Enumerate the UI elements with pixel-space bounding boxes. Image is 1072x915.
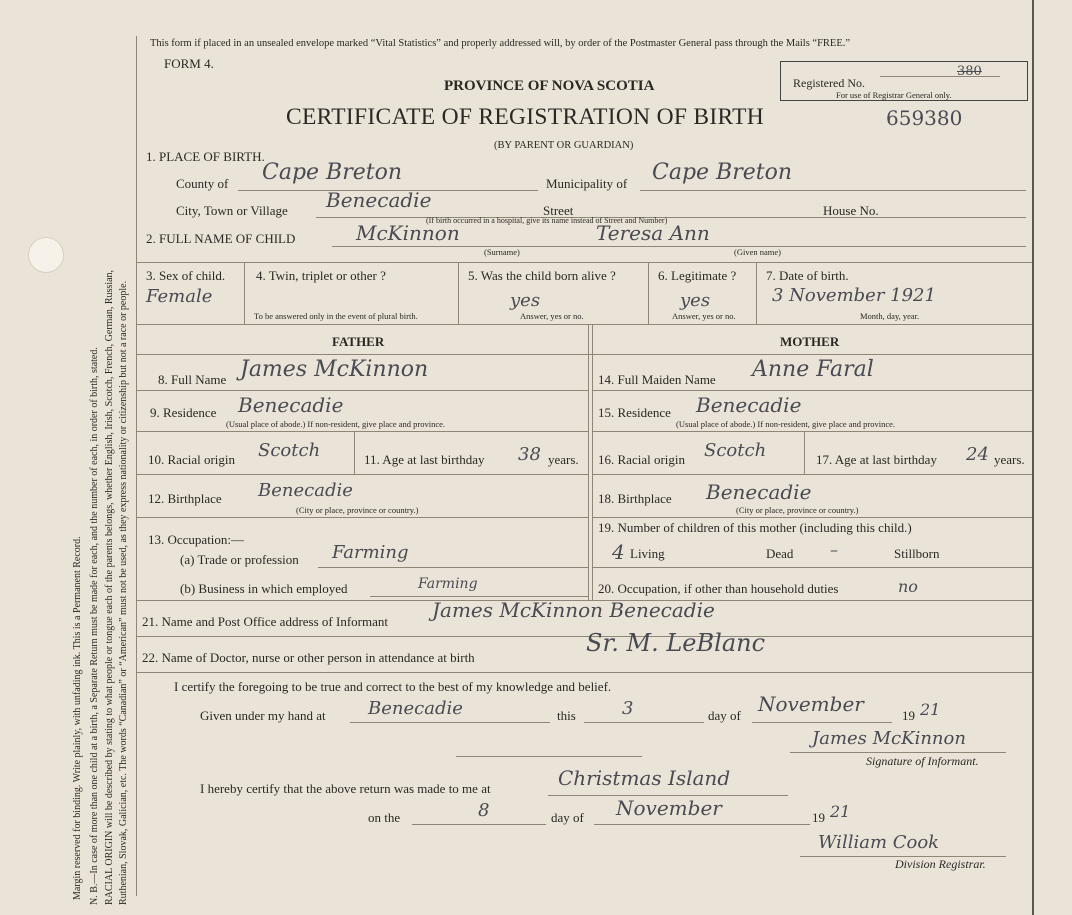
father-racial-divider: [354, 432, 355, 474]
col-divider-2: [458, 262, 459, 324]
given-under-label: Given under my hand at: [200, 708, 326, 723]
stillborn-label: Stillborn: [894, 546, 940, 561]
dob-value: 3 November 1921: [772, 285, 936, 306]
margin-note-binding: Margin reserved for binding. Write plainly, with unfading ink. This is a Permanent Record.: [72, 536, 83, 900]
province-heading: PROVINCE OF NOVA SCOTIA: [444, 78, 655, 94]
subtitle: (BY PARENT OR GUARDIAN): [494, 140, 634, 151]
col-divider-4: [756, 262, 757, 324]
father-trade-value: Farming: [332, 542, 409, 563]
father-racial-value: Scotch: [258, 440, 321, 461]
mother-occupation-label: 20. Occupation, if other than household duties: [598, 581, 839, 596]
dead-count: –: [830, 540, 838, 559]
father-occupation-label: 13. Occupation:—: [148, 532, 245, 547]
father-age-label: 11. Age at last birthday: [364, 452, 485, 467]
col-divider-3: [648, 262, 649, 324]
child-given-name: Teresa Ann: [596, 221, 710, 245]
alive-caption: Answer, yes or no.: [520, 311, 584, 321]
registered-note: For use of Registrar General only.: [836, 90, 952, 100]
father-business-value: Farming: [418, 576, 478, 592]
form-label: FORM 4.: [164, 56, 214, 71]
given-place: Benecadie: [368, 698, 463, 719]
father-birthplace-value: Benecadie: [258, 480, 353, 501]
this-label: this: [557, 708, 576, 723]
row-bottom-line: [136, 324, 1032, 325]
municipality-label: Municipality of: [546, 176, 628, 191]
given-day-line: [584, 722, 704, 723]
mother-birthplace-caption: (City or place, province or country.): [736, 505, 859, 515]
registrar-signature: William Cook: [818, 832, 940, 853]
mother-birthplace-label: 18. Birthplace: [598, 491, 672, 506]
informant-signature-caption: Signature of Informant.: [866, 754, 979, 768]
registrar-on-the-label: on the: [368, 810, 401, 825]
father-residence-caption: (Usual place of abode.) If non-resident, give place and province.: [226, 419, 446, 429]
father-business-label: (b) Business in which employed: [180, 581, 348, 596]
given-name-caption: (Given name): [734, 247, 781, 257]
parents-divider-b: [592, 324, 593, 600]
city-line: [316, 217, 1026, 218]
registered-number: 380: [957, 64, 982, 79]
mother-racial-line: [592, 474, 1032, 475]
mother-age-label: 17. Age at last birthday: [816, 452, 937, 467]
legitimate-value: yes: [680, 290, 711, 311]
registrar-signature-caption: Division Registrar.: [895, 857, 986, 871]
informant-signature: James McKinnon: [812, 728, 966, 749]
mother-name-value: Anne Faral: [752, 357, 874, 382]
sex-label: 3. Sex of child.: [146, 268, 226, 283]
father-trade-line: [318, 567, 588, 568]
father-birthplace-caption: (City or place, province or country.): [296, 505, 419, 515]
sex-value: Female: [146, 286, 213, 307]
mother-residence-line: [592, 431, 1032, 432]
twin-note: To be answered only in the event of plural birth.: [254, 311, 418, 321]
father-racial-line: [136, 474, 588, 475]
mother-children-label: 19. Number of children of this mother (including this child.): [598, 520, 912, 535]
mother-name-line: [592, 390, 1032, 391]
given-year-suffix: 21: [920, 700, 941, 719]
dead-label: Dead: [766, 546, 794, 561]
surname-caption: (Surname): [484, 247, 520, 257]
father-heading: FATHER: [332, 334, 385, 349]
punch-hole: [28, 237, 64, 273]
given-day-of-label: day of: [708, 708, 741, 723]
registrar-day: 8: [478, 800, 490, 821]
county-label: County of: [176, 176, 229, 191]
mother-years-label: years.: [994, 452, 1025, 467]
alive-value: yes: [510, 290, 541, 311]
certification-statement: I certify the foregoing to be true and correct to the best of my knowledge and belief.: [174, 679, 612, 694]
father-birthplace-line: [136, 517, 588, 518]
father-residence-value: Benecadie: [238, 393, 344, 417]
given-month: November: [758, 692, 864, 716]
living-label: Living: [630, 546, 665, 561]
father-age-value: 38: [518, 444, 541, 465]
city-label: City, Town or Village: [176, 203, 288, 218]
father-name-value: James McKinnon: [240, 357, 429, 382]
registrar-year-suffix: 21: [830, 802, 851, 821]
registered-line: [880, 76, 1000, 77]
alive-label: 5. Was the child born alive ?: [468, 268, 616, 283]
dob-label: 7. Date of birth.: [766, 268, 849, 283]
mother-birthplace-line: [592, 517, 1032, 518]
child-name-label: 2. FULL NAME OF CHILD: [146, 231, 296, 246]
registrar-month: November: [616, 796, 722, 820]
father-racial-label: 10. Racial origin: [148, 452, 236, 467]
registered-box: [780, 61, 1028, 101]
left-border: [136, 36, 137, 896]
parents-heading-line: [136, 354, 1032, 355]
mother-birthplace-value: Benecadie: [706, 480, 812, 504]
municipality-value: Cape Breton: [652, 160, 793, 185]
informant-label: 21. Name and Post Office address of Informant: [142, 614, 388, 629]
father-residence-line: [136, 431, 588, 432]
paper-edge: [1032, 0, 1034, 915]
father-birthplace-label: 12. Birthplace: [148, 491, 222, 506]
mailing-note: This form if placed in an unsealed envelope marked “Vital Statistics” and properly addressed will, by order of the Postmaster General pass through the Mails “FREE.”: [150, 38, 851, 49]
doctor-value: Sr. M. LeBlanc: [586, 629, 766, 657]
mother-racial-label: 16. Racial origin: [598, 452, 686, 467]
mother-heading: MOTHER: [780, 334, 840, 349]
legitimate-label: 6. Legitimate ?: [658, 268, 737, 283]
hospital-note: (If birth occurred in a hospital, give its name instead of Street and Number): [426, 216, 668, 225]
mother-racial-divider: [804, 432, 805, 474]
father-residence-label: 9. Residence: [150, 405, 217, 420]
mother-residence-value: Benecadie: [696, 393, 802, 417]
registrar-place: Christmas Island: [558, 766, 731, 790]
doctor-label: 22. Name of Doctor, nurse or other person in attendance at birth: [142, 650, 475, 665]
legitimate-caption: Answer, yes or no.: [672, 311, 736, 321]
given-year-prefix: 19: [902, 708, 915, 723]
father-name-label: 8. Full Name: [158, 372, 227, 387]
margin-note-nationality: Ruthenian, Slovak, Galician, etc. The words “Canadian” or “American” must not be used, as they express nationality or citizenship but not a race or people.: [118, 280, 129, 905]
registrar-year-prefix: 19: [812, 810, 825, 825]
parents-divider-a: [588, 324, 589, 600]
certificate-number: 659380: [886, 106, 963, 130]
col-divider-1: [244, 262, 245, 324]
registrar-day-line: [412, 824, 546, 825]
child-name-line: [332, 246, 1026, 247]
child-surname: McKinnon: [356, 221, 460, 245]
registrar-month-line: [594, 824, 810, 825]
blank-signature-line: [456, 756, 642, 757]
city-value: Benecadie: [326, 188, 432, 212]
given-day: 3: [622, 698, 634, 719]
registrar-day-of-label: day of: [551, 810, 584, 825]
living-count: 4: [612, 540, 625, 564]
dob-caption: Month, day, year.: [860, 311, 920, 321]
father-trade-label: (a) Trade or profession: [180, 552, 299, 567]
father-name-line: [136, 390, 588, 391]
given-place-line: [350, 722, 550, 723]
mother-occupation-value: no: [898, 577, 918, 596]
street-label: Street: [543, 203, 574, 218]
certificate-title: CERTIFICATE OF REGISTRATION OF BIRTH: [286, 104, 764, 130]
given-month-line: [752, 722, 892, 723]
mother-name-label: 14. Full Maiden Name: [598, 372, 716, 387]
informant-signature-line: [790, 752, 1006, 753]
father-business-line: [370, 596, 588, 597]
county-value: Cape Breton: [262, 160, 403, 185]
mother-racial-value: Scotch: [704, 440, 767, 461]
mother-residence-caption: (Usual place of abode.) If non-resident, give place and province.: [676, 419, 896, 429]
informant-value: James McKinnon Benecadie: [432, 598, 715, 622]
row-top-line: [136, 262, 1032, 263]
house-label: House No.: [823, 203, 879, 218]
municipality-line: [640, 190, 1026, 191]
margin-note-racial-origin: RACIAL ORIGIN will be described by stating to what people or tongue each of the parents belongs, whether English, Irish, Scotch, French, German, Russian,: [104, 269, 115, 905]
mother-children-line: [592, 567, 1032, 568]
mother-age-value: 24: [966, 444, 989, 465]
doctor-line: [136, 672, 1032, 673]
registered-label: Registered No.: [793, 76, 865, 90]
father-years-label: years.: [548, 452, 579, 467]
margin-note-multiple-births: N. B.—In case of more than one child at a birth, a Separate Return must be made for each, and the number of each, in order of birth, stated.: [89, 347, 100, 905]
informant-line: [136, 636, 1032, 637]
place-heading: 1. PLACE OF BIRTH.: [146, 149, 265, 164]
mother-residence-label: 15. Residence: [598, 405, 671, 420]
twin-label: 4. Twin, triplet or other ?: [256, 268, 386, 283]
registrar-statement: I hereby certify that the above return was made to me at: [200, 781, 491, 796]
